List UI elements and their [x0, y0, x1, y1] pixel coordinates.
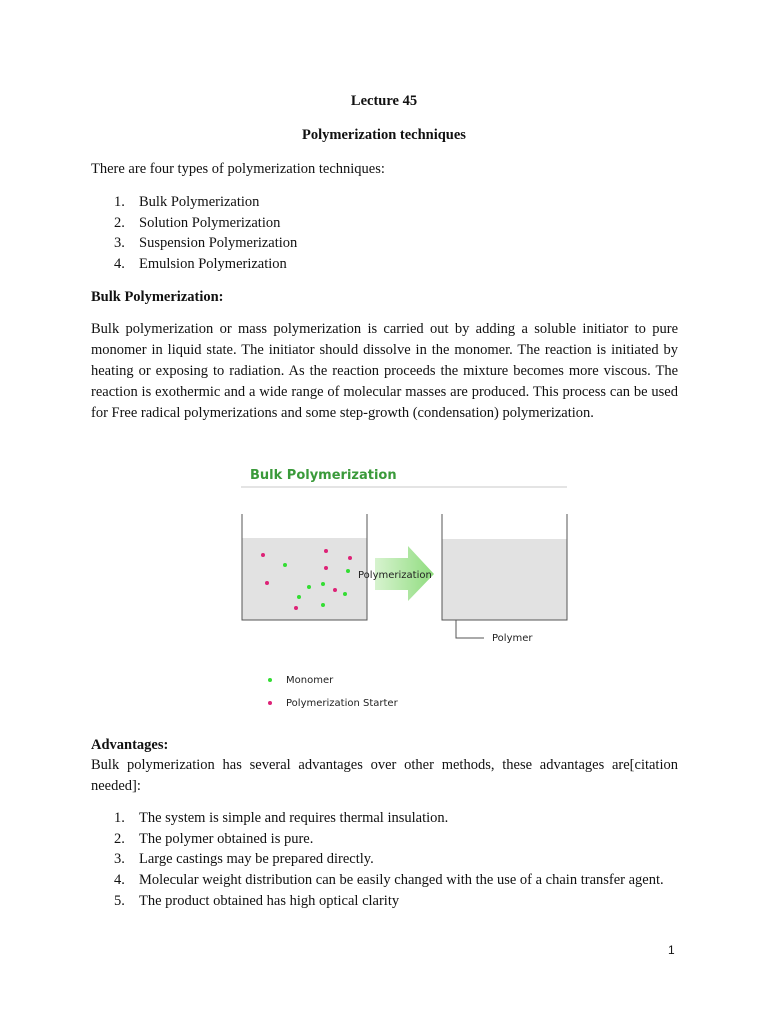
- intro-text: There are four types of polymerization techniques:: [91, 161, 385, 177]
- list-number: 1.: [114, 810, 125, 826]
- list-number: 4.: [114, 872, 125, 889]
- starter-particle: [324, 566, 328, 570]
- list-text: Molecular weight distribution can be easily changed with the use of a chain transfer agent.: [139, 872, 664, 889]
- starter-particle: [265, 581, 269, 585]
- list-item: [114, 808, 678, 829]
- list-text: The product obtained has high optical clarity: [139, 892, 400, 909]
- advantages-list: [114, 808, 678, 912]
- list-number: 5.: [114, 892, 125, 909]
- list-number: 1.: [114, 194, 125, 210]
- list-text: Suspension Polymerization: [139, 235, 298, 252]
- list-number: 3.: [114, 235, 125, 252]
- monomer-particle: [321, 603, 325, 607]
- list-number: 3.: [114, 851, 125, 868]
- list-text: The polymer obtained is pure.: [139, 830, 314, 847]
- page-number: 1: [668, 943, 675, 957]
- legend-monomer-label: Monomer: [286, 675, 334, 686]
- bulk-paragraph: Bulk polymerization or mass polymerization is carried out by adding a soluble initiator to pure monomer in liquid state. The initiator should dissolve in the monomer. The reaction is initiated by heating or exposing to radiation. As the reaction proceeds the mixture becomes more viscous. The reaction is exothermic and a wide range of molecular masses are produced. This process can be used for Free radical polymerizations and some step-growth (condensation) polymerization.: [91, 321, 678, 421]
- polymer-liquid: [442, 539, 567, 620]
- list-number: 2.: [114, 830, 125, 847]
- starter-particle: [294, 606, 298, 610]
- polymer-label: Polymer: [492, 633, 533, 644]
- advantages-intro: Bulk polymerization has several advantages over other methods, these advantages are[citation needed]:: [91, 757, 678, 794]
- polymer-leader-line: [456, 620, 484, 638]
- monomer-particle: [343, 592, 347, 596]
- monomer-particle: [307, 585, 311, 589]
- monomer-particle: [346, 569, 350, 573]
- legend-monomer-dot: [268, 678, 272, 682]
- bulk-heading: Bulk Polymerization:: [91, 289, 224, 305]
- monomer-particle: [297, 595, 301, 599]
- section-title: Polymerization techniques: [302, 127, 466, 143]
- arrow-label: Polymerization: [358, 570, 432, 581]
- list-text: Solution Polymerization: [139, 214, 281, 231]
- list-text: Bulk Polymerization: [139, 194, 260, 210]
- list-item: [114, 870, 678, 891]
- monomer-particle: [283, 563, 287, 567]
- starter-particle: [261, 553, 265, 557]
- list-number: 2.: [114, 214, 125, 231]
- monomer-particle: [321, 582, 325, 586]
- monomer-liquid: [242, 538, 367, 620]
- legend-starter-dot: [268, 701, 272, 705]
- legend-starter-label: Polymerization Starter: [286, 698, 398, 709]
- list-item: [114, 891, 678, 912]
- lecture-title: Lecture 45: [350, 93, 418, 109]
- list-text: The system is simple and requires thermal insulation.: [139, 810, 449, 826]
- list-item: [114, 849, 678, 870]
- list-number: 4.: [114, 256, 125, 273]
- list-item: [114, 829, 678, 850]
- list-text: Emulsion Polymerization: [139, 256, 287, 273]
- list-text: Large castings may be prepared directly.: [139, 851, 374, 868]
- figure-title: Bulk Polymerization: [250, 468, 397, 483]
- starter-particle: [333, 588, 337, 592]
- starter-particle: [324, 549, 328, 553]
- starter-particle: [348, 556, 352, 560]
- advantages-heading: Advantages:: [91, 737, 169, 753]
